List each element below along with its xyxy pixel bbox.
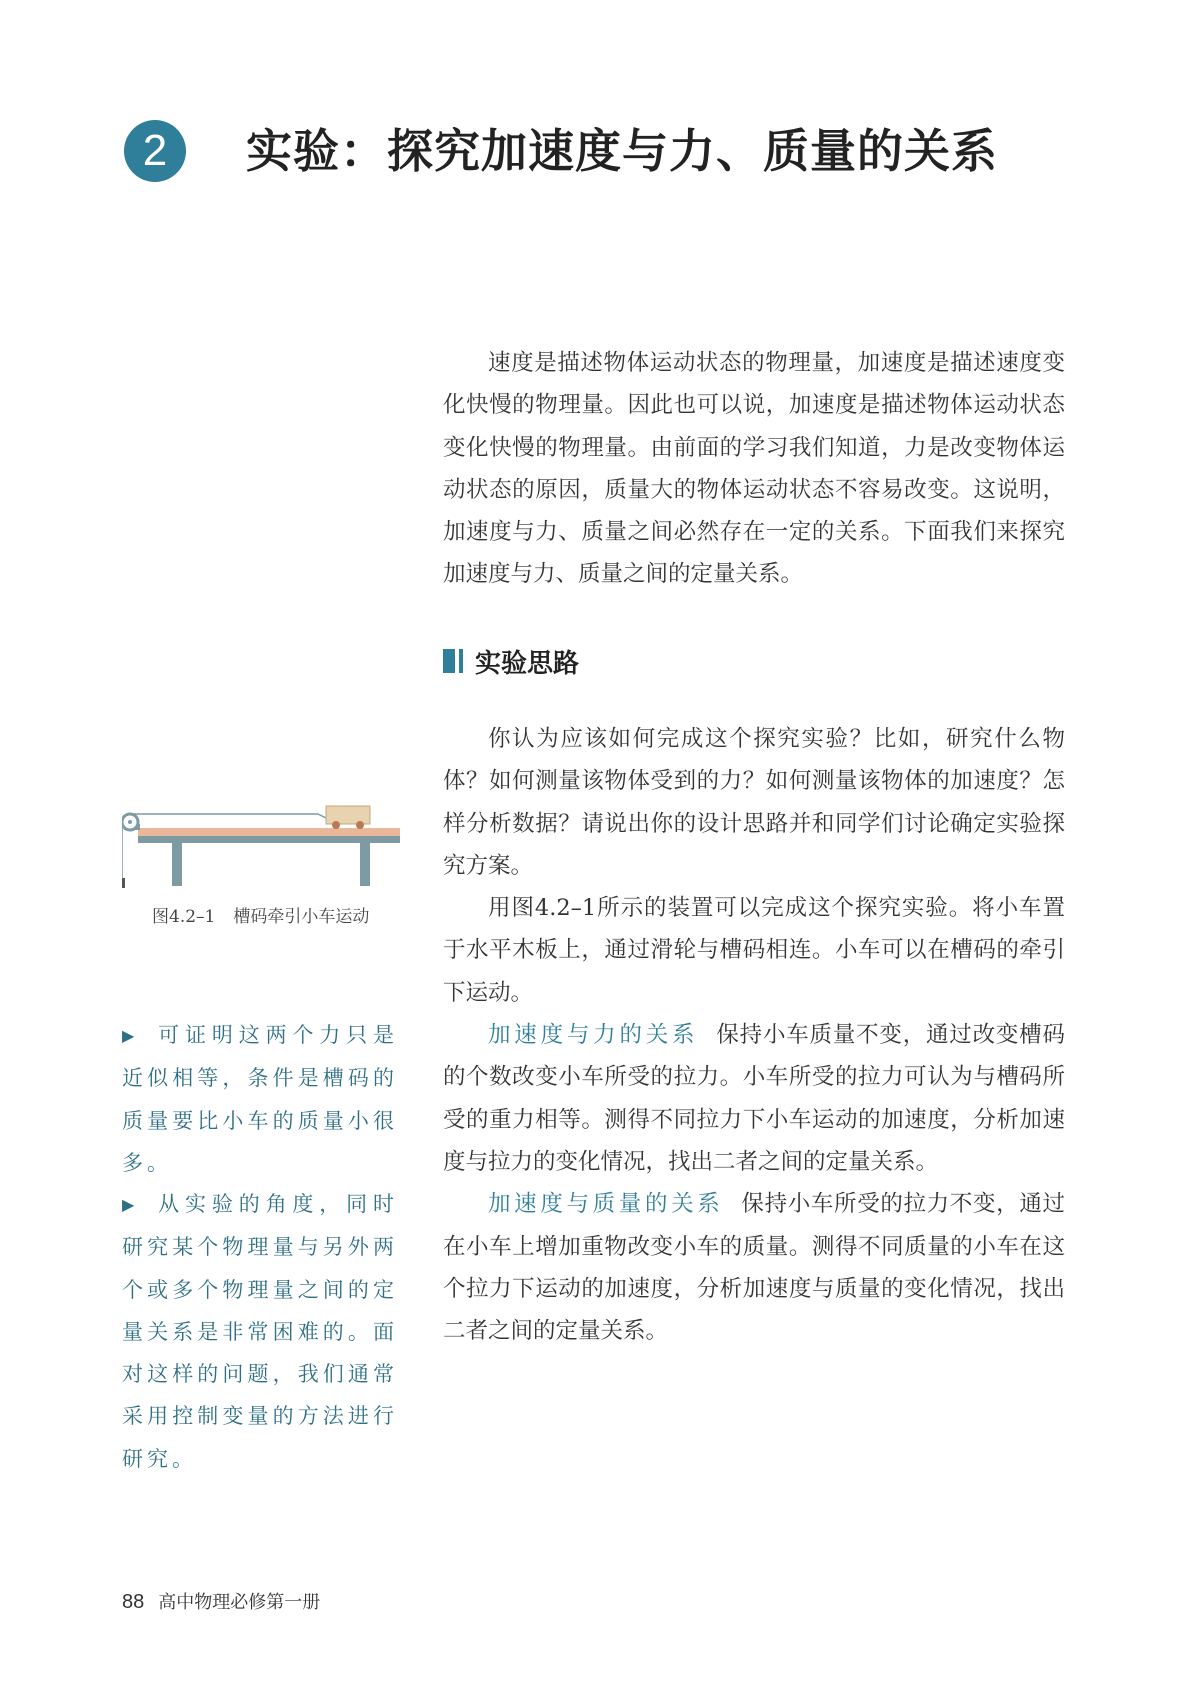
keyword-mass: 加速度与质量的关系 [488, 1191, 724, 1218]
paragraph-2: 用图4.2–1所示的装置可以完成这个探究实验。将小车置于水平木板上，通过滑轮与槽码相连。小车可以在槽码的牵引下运动。 [443, 895, 1065, 1006]
heading-bar-icon [443, 649, 455, 673]
intro-text [443, 342, 1065, 596]
page-footer [122, 1588, 320, 1614]
margin-note-1-text: 可证明这两个力只是近似相等，条件是槽码的质量要比小车的质量小很多。 [122, 1023, 398, 1175]
heading-bar-thin-icon [459, 649, 463, 673]
page-number: 88 [122, 1591, 145, 1613]
margin-note-1 [122, 1014, 398, 1184]
wooden-board [138, 828, 400, 836]
section-heading [443, 644, 579, 678]
string-hook [318, 814, 326, 818]
section-body [443, 718, 1065, 1352]
intro-paragraph: 速度是描述物体运动状态的物理量，加速度是描述速度变化快慢的物理量。因此也可以说，加速度是描述物体运动状态变化快慢的物理量。由前面的学习我们知道，力是改变物体运动状态的原因，质量大的物体运动状态不容易改变。这说明，加速度与力、质量之间必然存在一定的关系。下面我们来探究加速度与力、质量之间的定量关系。 [443, 350, 1065, 588]
section-number-badge: 2 [124, 120, 186, 182]
cart-wheel-right [356, 821, 364, 829]
section-heading-text: 实验思路 [475, 648, 580, 679]
table-top [138, 836, 400, 843]
margin-note-2 [122, 1183, 398, 1480]
figure-caption-text: 槽码牵引小车运动 [233, 907, 370, 927]
paragraph-3 [443, 1014, 1065, 1183]
book-title: 高中物理必修第一册 [158, 1592, 321, 1613]
figure-cart-apparatus [122, 800, 404, 890]
figure-label: 图4.2–1 [152, 907, 216, 927]
paragraph-4 [443, 1183, 1065, 1352]
triangle-marker-icon: ▶ [122, 1195, 135, 1214]
margin-note-2-text: 从实验的角度，同时研究某个物理量与另外两个或多个物理量之间的定量关系是非常困难的。面对这样的问题，我们通常采用控制变量的方法进行研究。 [122, 1192, 398, 1471]
paragraph-1: 你认为应该如何完成这个探究实验？比如，研究什么物体？如何测量该物体受到的力？如何测量该物体的加速度？怎样分析数据？请说出你的设计思路并和同学们讨论确定实验探究方案。 [443, 726, 1065, 879]
hook-weight-icon [122, 878, 125, 888]
figure-caption [152, 902, 369, 927]
cart-wheel-left [332, 821, 340, 829]
triangle-marker-icon: ▶ [122, 1026, 135, 1045]
paragraph-4-text: 保持小车所受的拉力不变，通过在小车上增加重物改变小车的质量。测得不同质量的小车在这个拉力下运动的加速度，分析加速度与质量的变化情况，找出二者之间的定量关系。 [443, 1191, 1065, 1345]
table-leg-left [172, 840, 182, 886]
cart-apparatus-illustration [122, 800, 404, 890]
keyword-force: 加速度与力的关系 [488, 1022, 699, 1049]
paragraph-3-text: 保持小车质量不变，通过改变槽码的个数改变小车所受的拉力。小车所受的拉力可认为与槽码所受的重力相等。测得不同拉力下小车运动的加速度，分析加速度与拉力的变化情况，找出二者之间的定量关系。 [443, 1022, 1065, 1175]
pulley-axle [128, 820, 132, 824]
cart-body [326, 806, 370, 824]
table-leg-right [360, 840, 370, 886]
page-title: 实验：探究加速度与力、质量的关系 [246, 124, 998, 178]
